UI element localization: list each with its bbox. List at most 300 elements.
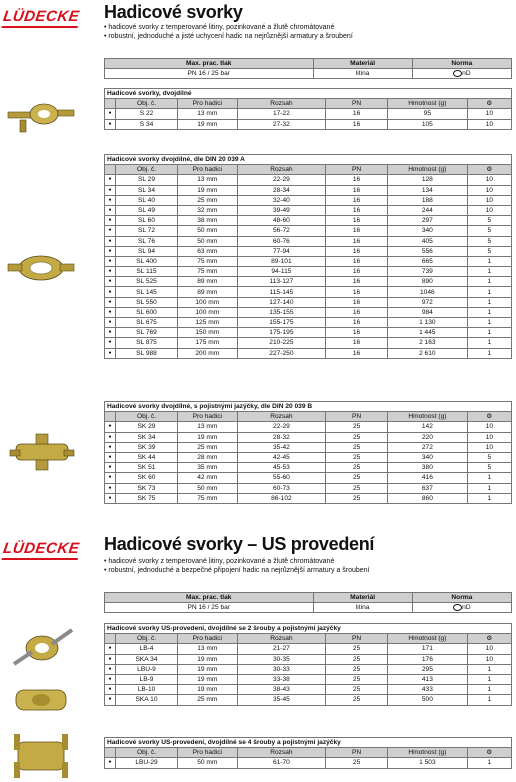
table-cell: 75 mm: [177, 267, 237, 277]
bullet-dot: ●: [105, 328, 116, 338]
table-cell: 25: [326, 422, 388, 432]
table-cell: 19 mm: [177, 185, 237, 195]
table-cell: 2 163: [388, 338, 468, 348]
bullet-dot: ●: [105, 226, 116, 236]
table-cell: 16: [326, 175, 388, 185]
table-row: [105, 473, 512, 483]
table-cell: 113-127: [237, 277, 325, 287]
table-cell: SL 115: [116, 267, 178, 277]
table-cell: SL 34: [116, 185, 178, 195]
column-header: Rozsah: [237, 165, 325, 175]
bullet-dot: ●: [105, 644, 116, 654]
table-caption: Hadicové svorky US-provedení, dvojdílné se 2 šrouby a pojistnými jazýčky: [105, 624, 512, 634]
table-row: [105, 644, 512, 654]
column-header: Pro hadici: [177, 634, 237, 644]
table-cell: 413: [388, 674, 468, 684]
bullet-dot: ●: [105, 664, 116, 674]
table-cell: 1: [467, 287, 511, 297]
header-blank: [105, 165, 116, 175]
table-cell: 1: [467, 695, 511, 705]
table-cell: 75 mm: [177, 493, 237, 503]
table-cell: 2 610: [388, 348, 468, 358]
table-cell: 13 mm: [177, 644, 237, 654]
bullet-dot: ●: [105, 442, 116, 452]
table-cell: SK 29: [116, 422, 178, 432]
column-header: Pro hadici: [177, 165, 237, 175]
table-row: [105, 185, 512, 195]
table-cell: 86-102: [237, 493, 325, 503]
table-cell: 25: [326, 674, 388, 684]
table-cell: 210-225: [237, 338, 325, 348]
spec-header-pressure: Max. prac. tlak: [105, 59, 314, 69]
clamp-sl-image: [6, 248, 76, 288]
table-cell: 272: [388, 442, 468, 452]
table-cell: SKA 34: [116, 654, 178, 664]
column-header: Hmotnost (g): [388, 412, 468, 422]
header-blank: [105, 748, 116, 758]
table-cell: 16: [326, 119, 388, 129]
table-cell: SL 72: [116, 226, 178, 236]
table-cell: 42 mm: [177, 473, 237, 483]
table-row: [105, 195, 512, 205]
table-cell: 176: [388, 654, 468, 664]
table-cell: 16: [326, 328, 388, 338]
table-cell: 21-27: [237, 644, 325, 654]
spec-header-norm: Norma: [412, 593, 511, 603]
column-header: Obj. č.: [116, 634, 178, 644]
table-cell: 16: [326, 307, 388, 317]
table-cell: 175-195: [237, 328, 325, 338]
table-cell: 416: [388, 473, 468, 483]
column-header: Hmotnost (g): [388, 165, 468, 175]
table-cell: 89 mm: [177, 287, 237, 297]
table-cell: 56-72: [237, 226, 325, 236]
table-cell: 27-32: [237, 119, 325, 129]
package-icon: ⚙: [467, 412, 511, 422]
table-row: [105, 758, 512, 768]
table-cell: 433: [388, 685, 468, 695]
table-cell: 16: [326, 256, 388, 266]
bullet-dot: ●: [105, 674, 116, 684]
table-cell: 295: [388, 664, 468, 674]
table-cell: SL 145: [116, 287, 178, 297]
table-cell: 16: [326, 267, 388, 277]
table-cell: 115-145: [237, 287, 325, 297]
table-cell: 1 445: [388, 328, 468, 338]
table-row: [105, 328, 512, 338]
table-row: [105, 432, 512, 442]
table-cell: 60-73: [237, 483, 325, 493]
table-cell: 127-140: [237, 297, 325, 307]
table-row: [105, 318, 512, 328]
bullet-dot: ●: [105, 256, 116, 266]
table-cell: 128: [388, 175, 468, 185]
table-cell: 984: [388, 307, 468, 317]
table-cell: 5: [467, 246, 511, 256]
table-cell: SK 51: [116, 463, 178, 473]
table-cell: 42-45: [237, 452, 325, 462]
table-cell: 10: [467, 654, 511, 664]
table-cell: 1: [467, 473, 511, 483]
table-cell: 10: [467, 422, 511, 432]
table-cell: 5: [467, 226, 511, 236]
table-us-2bolt: [104, 623, 512, 706]
table-cell: 380: [388, 463, 468, 473]
table-cell: 25 mm: [177, 195, 237, 205]
column-header: PN: [326, 412, 388, 422]
table-cell: 25: [326, 432, 388, 442]
bullet: • hadicové svorky z temperované litiny, pozinkované a žlutě chromátované: [104, 23, 353, 32]
table-cell: 5: [467, 216, 511, 226]
package-icon: ⚙: [467, 99, 511, 109]
table-cell: SL 60: [116, 216, 178, 226]
table-caption: Hadicové svorky, dvojdílné: [105, 89, 512, 99]
table-cell: 100 mm: [177, 307, 237, 317]
spec-value-norm: nD: [412, 603, 511, 613]
table-cell: 35-42: [237, 442, 325, 452]
table-cell: 227-250: [237, 348, 325, 358]
table-cell: 50 mm: [177, 483, 237, 493]
table-cell: 10: [467, 195, 511, 205]
table-cell: S 34: [116, 119, 178, 129]
table-caption: Hadicové svorky dvojdílné, dle DIN 20 039 A: [105, 155, 512, 165]
table-cell: SL 29: [116, 175, 178, 185]
table-cell: 100 mm: [177, 297, 237, 307]
table-cell: 25: [326, 758, 388, 768]
column-header: Obj. č.: [116, 99, 178, 109]
table-cell: 16: [326, 297, 388, 307]
table-cell: 1: [467, 483, 511, 493]
table-cell: 89-101: [237, 256, 325, 266]
table-cell: 95: [388, 109, 468, 119]
bullet-dot: ●: [105, 695, 116, 705]
table-cell: 1: [467, 758, 511, 768]
table-cell: 94-115: [237, 267, 325, 277]
table-cell: 739: [388, 267, 468, 277]
table-cell: 28 mm: [177, 452, 237, 462]
table-cell: 16: [326, 277, 388, 287]
table-cell: 25: [326, 644, 388, 654]
table-cell: 16: [326, 338, 388, 348]
spec-header-pressure: Max. prac. tlak: [105, 593, 314, 603]
table-cell: 1: [467, 338, 511, 348]
table-row: [105, 463, 512, 473]
table-cell: LBU-29: [116, 758, 178, 768]
table-row: [105, 338, 512, 348]
table-cell: 25 mm: [177, 695, 237, 705]
table-cell: SL 875: [116, 338, 178, 348]
spec-header-material: Materiál: [313, 59, 412, 69]
table-cell: 1: [467, 267, 511, 277]
spec-header-norm: Norma: [412, 59, 511, 69]
table-cell: 10: [467, 442, 511, 452]
table-cell: 35-45: [237, 695, 325, 705]
column-header: Rozsah: [237, 99, 325, 109]
header-blank: [105, 412, 116, 422]
column-header: Obj. č.: [116, 412, 178, 422]
table-cell: 1: [467, 328, 511, 338]
table-cell: SK 73: [116, 483, 178, 493]
table-cell: 188: [388, 195, 468, 205]
table-cell: 25: [326, 654, 388, 664]
table-cell: 16: [326, 205, 388, 215]
table-cell: 16: [326, 216, 388, 226]
table-cell: 19 mm: [177, 664, 237, 674]
table-cell: 39-49: [237, 205, 325, 215]
spec-value-material: litina: [313, 69, 412, 79]
table-row: [105, 256, 512, 266]
table-cell: 142: [388, 422, 468, 432]
table-cell: 32 mm: [177, 205, 237, 215]
table-cell: SL 988: [116, 348, 178, 358]
table-cell: 175 mm: [177, 338, 237, 348]
table-cell: 19 mm: [177, 432, 237, 442]
table-cell: 30-33: [237, 664, 325, 674]
bullet-dot: ●: [105, 422, 116, 432]
table-row: [105, 422, 512, 432]
table-row: [105, 205, 512, 215]
package-icon: ⚙: [467, 748, 511, 758]
table-cell: 16: [326, 318, 388, 328]
table-cell: 45-53: [237, 463, 325, 473]
spec-value-material: litina: [313, 603, 412, 613]
table-cell: 19 mm: [177, 654, 237, 664]
clamp-us-4bolt-image: [12, 728, 70, 780]
bullet: • hadicové svorky z temperované litiny, pozinkované a žlutě chromátované: [104, 557, 370, 566]
bullet-dot: ●: [105, 307, 116, 317]
table-cell: 1: [467, 307, 511, 317]
table-cell: 19 mm: [177, 119, 237, 129]
table-cell: 340: [388, 226, 468, 236]
table-cell: 38-43: [237, 685, 325, 695]
table-cell: SK 60: [116, 473, 178, 483]
column-header: Obj. č.: [116, 165, 178, 175]
bullet-dot: ●: [105, 287, 116, 297]
table-cell: 50 mm: [177, 236, 237, 246]
bullet-dot: ●: [105, 246, 116, 256]
table-cell: 10: [467, 185, 511, 195]
table-us-4bolt: [104, 737, 512, 769]
table-row: [105, 216, 512, 226]
table-cell: 13 mm: [177, 422, 237, 432]
bullet-dot: ●: [105, 452, 116, 462]
table-cell: 972: [388, 297, 468, 307]
bullet: • robustní, jednoduché a jisté uchycení hadic na nejrůznější armatury a šroubení: [104, 32, 353, 41]
table-cell: SL 400: [116, 256, 178, 266]
table-cell: 89 mm: [177, 277, 237, 287]
table-cell: 1: [467, 297, 511, 307]
table-row: [105, 226, 512, 236]
table-cell: S 22: [116, 109, 178, 119]
table-cell: SK 39: [116, 442, 178, 452]
table-cell: 48-60: [237, 216, 325, 226]
table-row: [105, 267, 512, 277]
bullet-dot: ●: [105, 267, 116, 277]
table-cell: 19 mm: [177, 674, 237, 684]
table-cell: 860: [388, 493, 468, 503]
table-cell: 28-32: [237, 432, 325, 442]
bullet-dot: ●: [105, 175, 116, 185]
table-cell: 1: [467, 493, 511, 503]
table-caption: Hadicové svorky dvojdílné, s pojistnými jazýčky, dle DIN 20 039 B: [105, 402, 512, 412]
table-row: [105, 493, 512, 503]
table-cell: SK 44: [116, 452, 178, 462]
table-cell: 556: [388, 246, 468, 256]
table-cell: 16: [326, 109, 388, 119]
table-cell: 25: [326, 695, 388, 705]
bullet-dot: ●: [105, 483, 116, 493]
table-row: [105, 664, 512, 674]
table-cell: 33-38: [237, 674, 325, 684]
column-header: Pro hadici: [177, 99, 237, 109]
spec-header-material: Materiál: [313, 593, 412, 603]
table-cell: 16: [326, 348, 388, 358]
table-cell: SL 49: [116, 205, 178, 215]
table-cell: 1: [467, 348, 511, 358]
clamp-s-image: [6, 94, 76, 134]
table-cell: 10: [467, 205, 511, 215]
table-cell: 10: [467, 432, 511, 442]
table-cell: 1 130: [388, 318, 468, 328]
table-cell: 5: [467, 452, 511, 462]
table-cell: 10: [467, 175, 511, 185]
package-icon: ⚙: [467, 165, 511, 175]
table-cell: SKA 10: [116, 695, 178, 705]
table-cell: 63 mm: [177, 246, 237, 256]
table-cell: 25: [326, 442, 388, 452]
bullet-dot: ●: [105, 432, 116, 442]
zinc-norm-icon: [453, 70, 462, 77]
table-cell: 1: [467, 674, 511, 684]
table-cell: 16: [326, 185, 388, 195]
table-sk: [104, 401, 512, 504]
table-cell: 25: [326, 463, 388, 473]
table-cell: 30-35: [237, 654, 325, 664]
table-row: [105, 297, 512, 307]
table-cell: SL 550: [116, 297, 178, 307]
table-cell: 5: [467, 463, 511, 473]
bullet-dot: ●: [105, 109, 116, 119]
table-cell: 1: [467, 318, 511, 328]
column-header: PN: [326, 748, 388, 758]
table-cell: SL 675: [116, 318, 178, 328]
table-row: [105, 442, 512, 452]
bullet-dot: ●: [105, 473, 116, 483]
table-cell: 13 mm: [177, 109, 237, 119]
table-row: [105, 246, 512, 256]
column-header: Hmotnost (g): [388, 99, 468, 109]
table-cell: LB-4: [116, 644, 178, 654]
table-cell: 25: [326, 483, 388, 493]
clamp-sk-image: [6, 430, 78, 474]
table-cell: 22-29: [237, 175, 325, 185]
zinc-norm-icon: [453, 604, 462, 611]
table-cell: 13 mm: [177, 175, 237, 185]
table-cell: 135-155: [237, 307, 325, 317]
table-cell: 1: [467, 277, 511, 287]
table-cell: 32-40: [237, 195, 325, 205]
table-row: [105, 307, 512, 317]
column-header: PN: [326, 165, 388, 175]
table-row: [105, 119, 512, 129]
header-blank: [105, 99, 116, 109]
table-caption: Hadicové svorky US-provedení, dvojdílné se 4 šrouby a pojistnými jazýčky: [105, 738, 512, 748]
table-cell: SL 769: [116, 328, 178, 338]
clamp-us-2bolt-image: [8, 622, 76, 672]
table-row: [105, 483, 512, 493]
bullet-dot: ●: [105, 758, 116, 768]
table-cell: LB-10: [116, 685, 178, 695]
table-cell: SL 525: [116, 277, 178, 287]
table-cell: 665: [388, 256, 468, 266]
table-cell: 5: [467, 236, 511, 246]
table-cell: 16: [326, 195, 388, 205]
column-header: Pro hadici: [177, 748, 237, 758]
table-row: [105, 452, 512, 462]
column-header: PN: [326, 99, 388, 109]
table-cell: 200 mm: [177, 348, 237, 358]
table-cell: 405: [388, 236, 468, 246]
bullet-dot: ●: [105, 348, 116, 358]
table-cell: SL 600: [116, 307, 178, 317]
table-cell: 340: [388, 452, 468, 462]
column-header: Hmotnost (g): [388, 634, 468, 644]
brand-logo: LÜDECKE: [2, 8, 81, 28]
table-cell: LB-9: [116, 674, 178, 684]
table-cell: SL 94: [116, 246, 178, 256]
table-cell: 10: [467, 109, 511, 119]
package-icon: ⚙: [467, 634, 511, 644]
bullet-dot: ●: [105, 185, 116, 195]
bullet-dot: ●: [105, 205, 116, 215]
table-cell: 28-34: [237, 185, 325, 195]
table-cell: 297: [388, 216, 468, 226]
table-cell: 637: [388, 483, 468, 493]
header-blank: [105, 634, 116, 644]
table-cell: 16: [326, 287, 388, 297]
column-header: Rozsah: [237, 412, 325, 422]
bullet: • robustní, jednoduché a bezpečné připojení hadic na nejrůznější armatury a šroubení: [104, 566, 370, 575]
table-cell: LBU-9: [116, 664, 178, 674]
bullet-dot: ●: [105, 338, 116, 348]
table-cell: 105: [388, 119, 468, 129]
table-cell: 60-76: [237, 236, 325, 246]
table-cell: 890: [388, 277, 468, 287]
spec-value-norm: nD: [412, 69, 511, 79]
table-cell: 25: [326, 473, 388, 483]
spec-value-pressure: PN 16 / 25 bar: [105, 69, 314, 79]
table-s: [104, 88, 512, 130]
table-cell: 16: [326, 226, 388, 236]
spec-table-2: [104, 592, 512, 613]
bullet-dot: ●: [105, 195, 116, 205]
table-cell: SL 40: [116, 195, 178, 205]
table-cell: 244: [388, 205, 468, 215]
table-row: [105, 287, 512, 297]
table-cell: 1: [467, 685, 511, 695]
section2-bullets: [104, 557, 370, 575]
spec-table-1: [104, 58, 512, 79]
table-cell: 10: [467, 644, 511, 654]
table-cell: 150 mm: [177, 328, 237, 338]
table-sl: [104, 154, 512, 359]
column-header: PN: [326, 634, 388, 644]
table-row: [105, 348, 512, 358]
section1-bullets: [104, 23, 353, 41]
table-cell: 25: [326, 452, 388, 462]
table-cell: 77-94: [237, 246, 325, 256]
table-row: [105, 175, 512, 185]
